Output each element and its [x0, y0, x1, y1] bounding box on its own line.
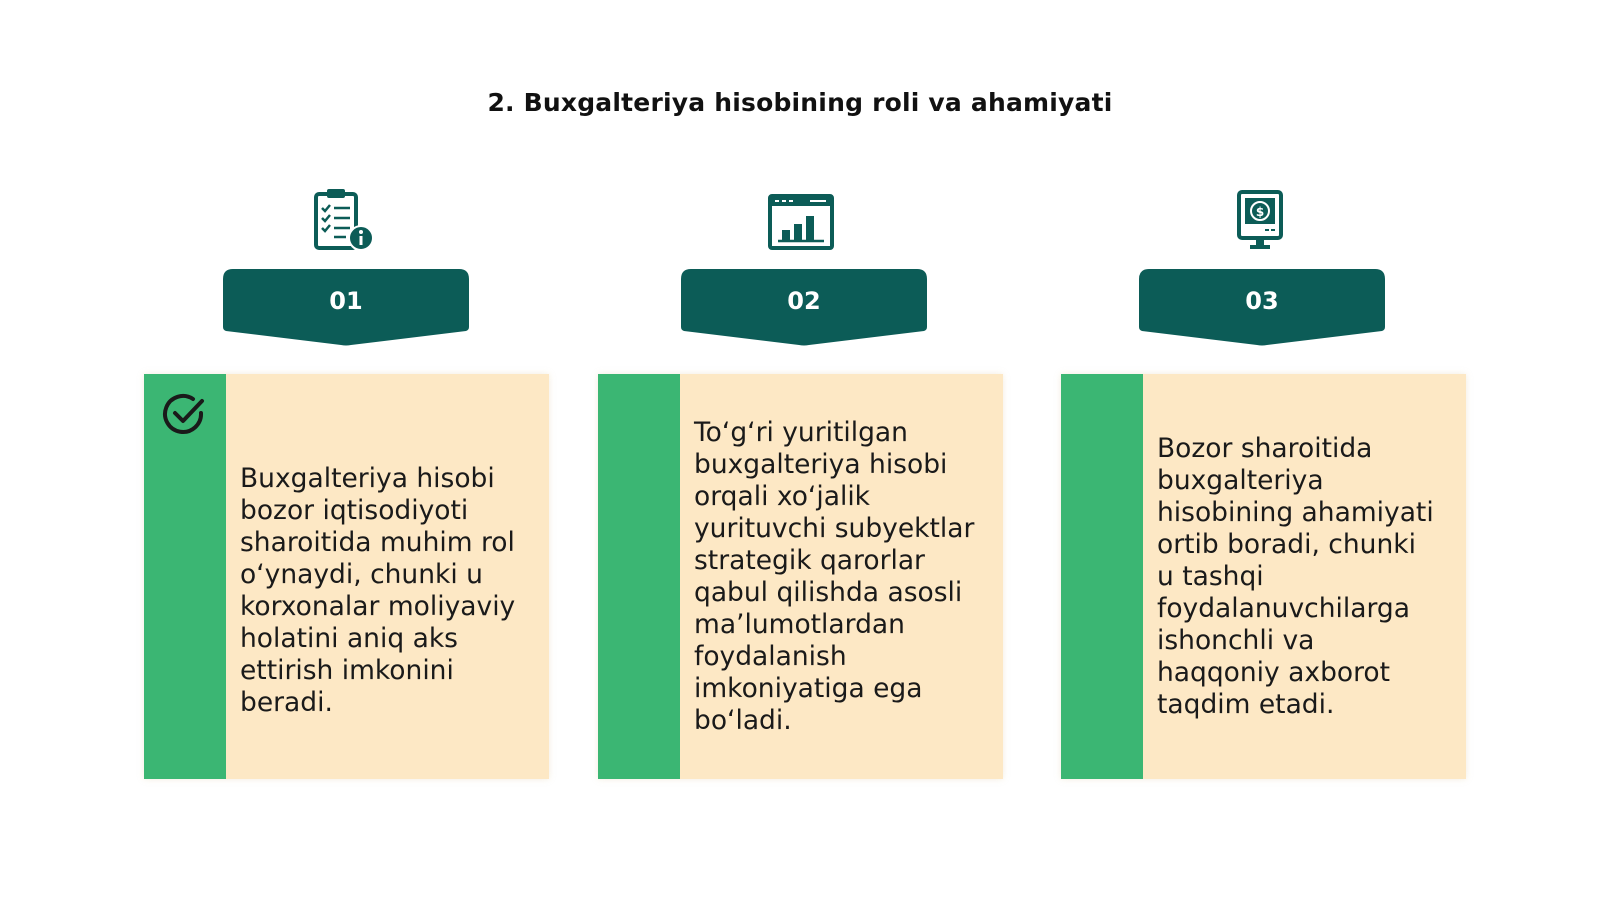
step-1-badge — [223, 269, 469, 347]
step-2-text: To‘g‘ri yuritilgan buxgalteriya hisobi orqali xo‘jalik yurituvchi subyektlar strategik qarorlar qabul qilishda asosli ma’lumotlardan foydalanish imkoniyatiga ega bo‘ladi. — [694, 416, 975, 736]
step-1-card — [144, 374, 549, 779]
slide-title: 2. Buxgalteriya hisobining roli va ahamiyati — [487, 88, 1113, 117]
step-1-number: 01 — [329, 287, 363, 315]
card-accent-bar — [1061, 374, 1143, 779]
card-text-area — [1157, 374, 1456, 779]
bar-chart-window-icon — [766, 186, 836, 256]
clipboard-checklist-info-icon — [310, 186, 380, 256]
step-2-badge — [681, 269, 927, 347]
step-1-text: Buxgalteriya hisobi bozor iqtisodiyoti sharoitida muhim rol o‘ynaydi, chunki u korxonalar moliyaviy holatini aniq aks ettirish imkonini beradi. — [240, 462, 516, 718]
svg-text:$: $ — [1255, 205, 1265, 219]
step-3-number: 03 — [1245, 287, 1279, 315]
step-3-badge — [1139, 269, 1385, 347]
card-text-area — [240, 374, 539, 779]
step-3-card — [1061, 374, 1466, 779]
card-text-area — [694, 374, 993, 779]
step-3-text: Bozor sharoitida buxgalteriya hisobining ahamiyati ortib boradi, chunki u tashqi foydalanuvchilarga ishonchli va haqqoniy axborot taqdim etadi. — [1157, 432, 1434, 720]
check-circle-icon — [161, 391, 209, 439]
card-accent-bar — [598, 374, 680, 779]
dollar-monitor-icon — [1225, 186, 1295, 256]
card-accent-bar — [144, 374, 226, 779]
step-2-number: 02 — [787, 287, 821, 315]
step-2-card — [598, 374, 1003, 779]
